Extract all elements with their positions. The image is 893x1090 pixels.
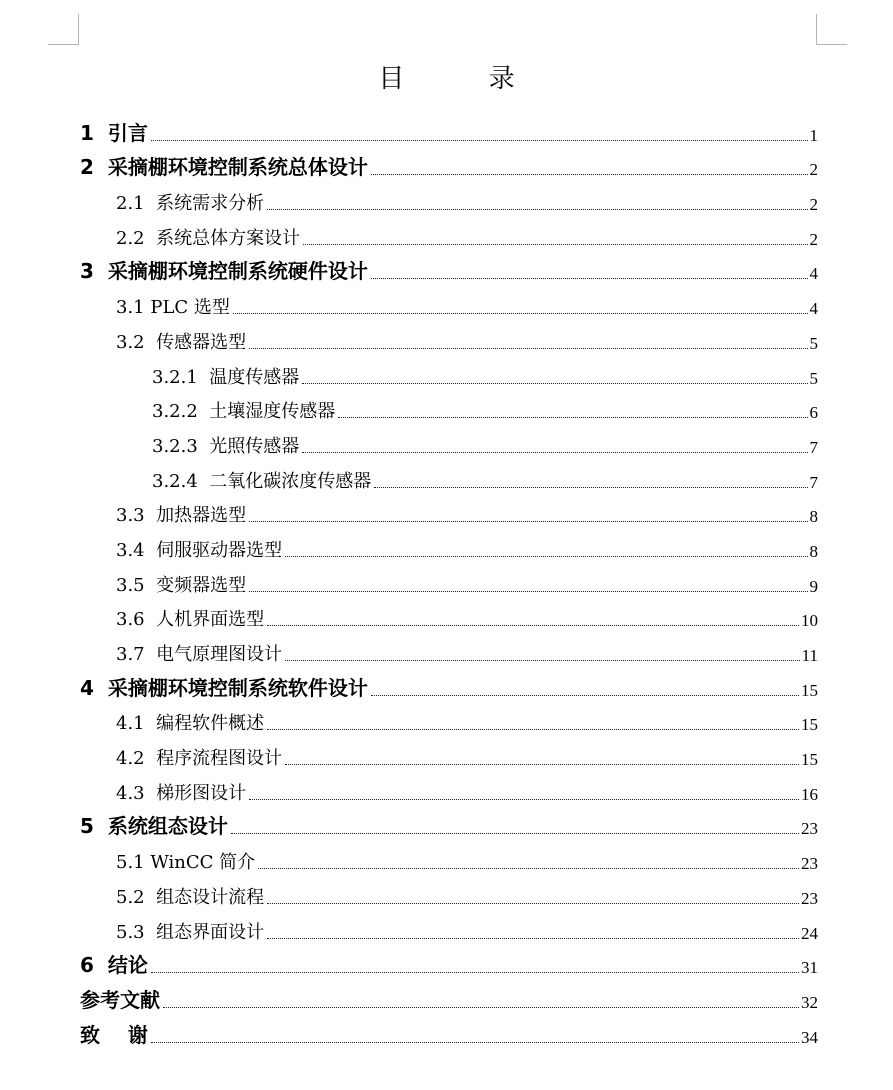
toc-entry-label: 4.1 编程软件概述 <box>116 713 265 735</box>
toc-entry-page-number: 15 <box>801 680 818 700</box>
toc-entry[interactable] <box>80 185 818 220</box>
margin-corner-top-right <box>816 14 847 45</box>
toc-entry-label: 2 采摘棚环境控制系统总体设计 <box>80 155 368 180</box>
toc-entry[interactable] <box>80 775 818 810</box>
toc-leader-dots <box>249 521 807 522</box>
toc-leader-dots <box>267 625 799 626</box>
toc-leader-dots <box>302 383 807 384</box>
toc-entry-label: 5.3 组态界面设计 <box>116 921 265 943</box>
toc-entry-label: 3.2.2 土壤湿度传感器 <box>152 401 336 423</box>
toc-entry-label: 3 采摘棚环境控制系统硬件设计 <box>80 259 368 284</box>
toc-entry-page-number: 5 <box>809 333 818 353</box>
toc-entry[interactable] <box>80 463 818 498</box>
toc-entry-page-number: 23 <box>801 888 818 908</box>
toc-entry[interactable] <box>80 428 818 463</box>
toc-leader-dots <box>302 452 807 453</box>
toc-entry-page-number: 5 <box>809 368 818 388</box>
toc-leader-dots <box>371 695 799 696</box>
toc-entry-label: 3.2 传感器选型 <box>116 331 247 353</box>
toc-entry-label: 参考文献 <box>80 987 160 1012</box>
toc-entry-page-number: 34 <box>801 1027 818 1047</box>
toc-entry[interactable] <box>80 949 818 984</box>
table-of-contents <box>80 116 818 1053</box>
toc-entry-label: 3.6 人机界面选型 <box>116 609 265 631</box>
toc-entry-page-number: 16 <box>801 784 818 804</box>
toc-entry-label: 3.2.4 二氧化碳浓度传感器 <box>152 470 372 492</box>
toc-entry[interactable] <box>80 359 818 394</box>
toc-entry-label: 2.2 系统总体方案设计 <box>116 227 301 249</box>
toc-leader-dots <box>233 313 808 314</box>
toc-entry-label: 3.5 变频器选型 <box>116 574 247 596</box>
toc-leader-dots <box>285 660 800 661</box>
toc-leader-dots <box>267 729 799 730</box>
toc-entry-label: 2.1 系统需求分析 <box>116 193 265 215</box>
toc-entry[interactable] <box>80 636 818 671</box>
toc-entry-page-number: 23 <box>801 854 818 874</box>
toc-entry-page-number: 32 <box>801 992 818 1012</box>
toc-entry-label: 5 系统组态设计 <box>80 814 228 839</box>
toc-entry-page-number: 23 <box>801 819 818 839</box>
toc-entry[interactable] <box>80 671 818 706</box>
toc-entry[interactable] <box>80 706 818 741</box>
toc-entry[interactable] <box>80 255 818 290</box>
toc-entry-label: 6 结论 <box>80 953 148 978</box>
toc-entry[interactable] <box>80 116 818 151</box>
toc-entry-page-number: 2 <box>809 195 818 215</box>
toc-entry-page-number: 4 <box>809 299 818 319</box>
toc-leader-dots <box>371 278 808 279</box>
toc-leader-dots <box>267 209 807 210</box>
toc-entry-label: 致 谢 <box>80 1022 148 1047</box>
toc-entry[interactable] <box>80 914 818 949</box>
toc-entry-page-number: 1 <box>809 125 818 145</box>
toc-leader-dots <box>151 140 808 141</box>
toc-entry-label: 4.3 梯形图设计 <box>116 782 247 804</box>
toc-leader-dots <box>163 1007 799 1008</box>
toc-leader-dots <box>374 487 807 488</box>
toc-entry-page-number: 7 <box>809 437 818 457</box>
toc-entry-label: 3.2.3 光照传感器 <box>152 435 300 457</box>
toc-entry[interactable] <box>80 740 818 775</box>
toc-entry-page-number: 10 <box>801 611 818 631</box>
toc-entry[interactable] <box>80 289 818 324</box>
margin-corner-top-left <box>48 14 79 45</box>
toc-entry-page-number: 2 <box>809 229 818 249</box>
toc-entry[interactable] <box>80 844 818 879</box>
toc-entry[interactable] <box>80 532 818 567</box>
toc-entry[interactable] <box>80 324 818 359</box>
toc-entry-page-number: 2 <box>809 160 818 180</box>
toc-leader-dots <box>151 1042 799 1043</box>
toc-leader-dots <box>371 174 808 175</box>
toc-leader-dots <box>285 764 799 765</box>
toc-entry[interactable] <box>80 983 818 1018</box>
toc-entry[interactable] <box>80 1018 818 1053</box>
toc-entry-page-number: 15 <box>801 715 818 735</box>
toc-entry[interactable] <box>80 498 818 533</box>
toc-entry-page-number: 8 <box>809 541 818 561</box>
toc-entry-page-number: 6 <box>809 403 818 423</box>
toc-entry-label: 5.1 WinCC 简介 <box>116 852 256 874</box>
toc-entry-page-number: 8 <box>809 507 818 527</box>
toc-leader-dots <box>267 903 799 904</box>
toc-entry-page-number: 7 <box>809 472 818 492</box>
toc-entry-label: 4.2 程序流程图设计 <box>116 748 283 770</box>
toc-entry-page-number: 11 <box>801 646 818 665</box>
toc-entry[interactable] <box>80 567 818 602</box>
page-title: 目 录 <box>378 64 553 94</box>
toc-entry-label: 3.4 伺服驱动器选型 <box>116 539 283 561</box>
toc-leader-dots <box>285 556 807 557</box>
toc-leader-dots <box>249 348 807 349</box>
toc-leader-dots <box>231 833 799 834</box>
toc-entry[interactable] <box>80 220 818 255</box>
toc-leader-dots <box>338 417 807 418</box>
toc-entry[interactable] <box>80 602 818 637</box>
toc-entry[interactable] <box>80 394 818 429</box>
toc-entry-page-number: 31 <box>801 958 818 978</box>
toc-entry[interactable] <box>80 879 818 914</box>
toc-entry[interactable] <box>80 810 818 845</box>
toc-leader-dots <box>303 244 807 245</box>
toc-entry-label: 3.3 加热器选型 <box>116 505 247 527</box>
toc-entry-page-number: 24 <box>801 923 818 943</box>
toc-entry-page-number: 4 <box>809 264 818 284</box>
toc-leader-dots <box>267 938 799 939</box>
toc-entry-label: 3.2.1 温度传感器 <box>152 366 300 388</box>
toc-leader-dots <box>258 868 799 869</box>
toc-entry-page-number: 9 <box>809 576 818 596</box>
toc-leader-dots <box>249 591 807 592</box>
toc-entry-label: 3.1 PLC 选型 <box>116 297 230 319</box>
toc-leader-dots <box>151 972 799 973</box>
toc-entry-label: 3.7 电气原理图设计 <box>116 644 283 665</box>
toc-entry-label: 1 引言 <box>80 120 148 145</box>
toc-entry-page-number: 15 <box>801 750 818 770</box>
toc-entry-label: 4 采摘棚环境控制系统软件设计 <box>80 675 368 700</box>
toc-entry[interactable] <box>80 151 818 186</box>
toc-leader-dots <box>249 799 799 800</box>
toc-entry-label: 5.2 组态设计流程 <box>116 886 265 908</box>
